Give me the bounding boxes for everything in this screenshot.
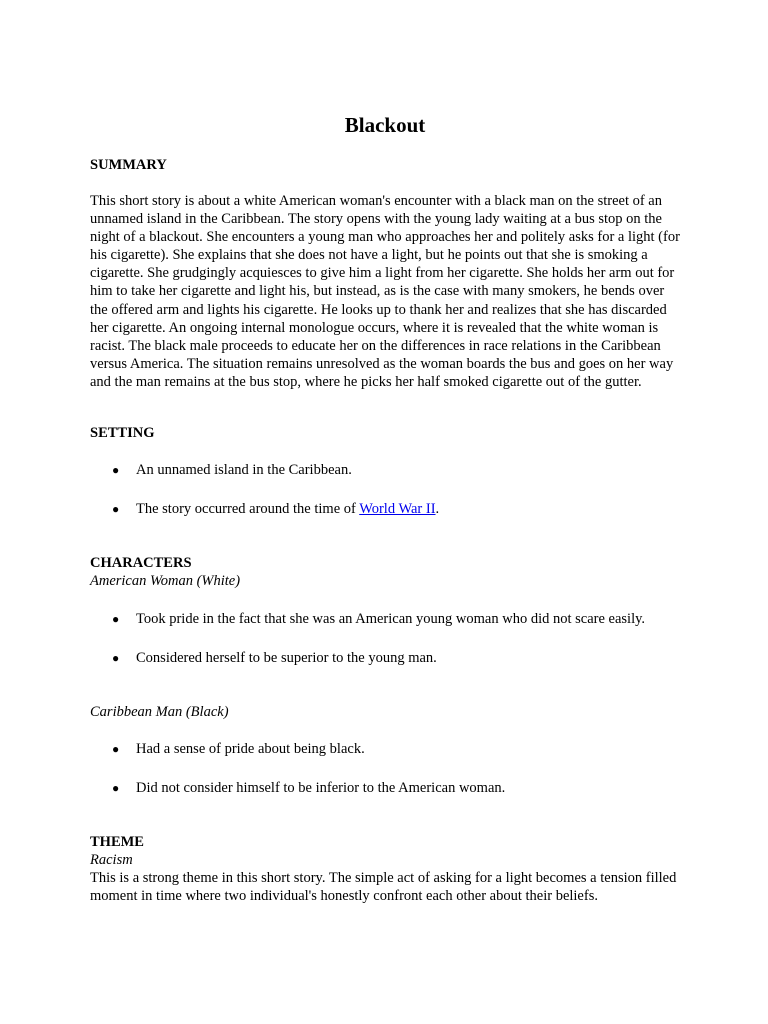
bullet-icon: ● xyxy=(112,463,120,477)
theme-label: Racism xyxy=(90,852,133,868)
character-bullet-text: Did not consider himself to be inferior to the American woman. xyxy=(136,780,506,796)
bullet-icon: ● xyxy=(112,781,120,795)
bullet-icon: ● xyxy=(112,651,120,665)
character-bullet-text: Took pride in the fact that she was an American young woman who did not scare easily. xyxy=(136,611,646,627)
summary-paragraph: This short story is about a white American woman's encounter with a black man on the street of an unnamed island in the Caribbean. The story opens with the young lady waiting at a bus stop on the night of a blackout. She encounters a young man who approaches her and politely asks for a light (for his cigarette). She explains that she does not have a light, but he points out that she is smoking a cigarette. She grudgingly acquiesces to give him a light from her cigarette. She holds her arm out for him to take her cigarette and light his, but instead, as is the case with many smokers, he bends over the offered arm and lights his cigarette. He looks up to thank her and realizes that she has discarded her cigarette. An ongoing internal monologue occurs, where it is revealed that the white woman is racist. The black male proceeds to educate her on the differences in race relations in the Caribbean versus America. The situation remains unresolved as the woman boards the bus and goes on her way and the man remains at the bus stop, where he picks her half smoked cigarette out of the gutter. xyxy=(90,193,680,390)
character-label-man: Caribbean Man (Black) xyxy=(90,704,229,720)
list-item xyxy=(112,740,682,758)
setting-bullet-suffix: . xyxy=(435,501,440,517)
list-item xyxy=(112,610,682,628)
setting-bullet-prefix: The story occurred around the time of xyxy=(136,501,360,517)
characters-heading: CHARACTERS xyxy=(90,555,192,571)
character-bullet-text: Considered herself to be superior to the young man. xyxy=(136,650,437,666)
list-item xyxy=(112,500,682,518)
list-item xyxy=(112,779,682,797)
setting-heading: SETTING xyxy=(90,425,155,441)
bullet-icon: ● xyxy=(112,742,120,756)
character-bullet-text: Had a sense of pride about being black. xyxy=(136,741,365,757)
list-item xyxy=(112,461,682,479)
character-label-woman: American Woman (White) xyxy=(90,573,241,589)
setting-bullet-text: An unnamed island in the Caribbean. xyxy=(136,462,352,478)
world-war-ii-link[interactable]: World War II xyxy=(359,501,436,517)
bullet-icon: ● xyxy=(112,612,120,626)
list-item xyxy=(112,649,682,667)
setting-bullet-text xyxy=(136,500,682,518)
summary-heading: SUMMARY xyxy=(90,157,167,173)
bullet-icon: ● xyxy=(112,502,120,516)
theme-heading: THEME xyxy=(90,834,144,850)
theme-paragraph: This is a strong theme in this short story. The simple act of asking for a light becomes a tension filled moment in time where two individual's honestly confront each other about their beliefs. xyxy=(90,870,677,905)
document-title: Blackout xyxy=(344,113,426,137)
